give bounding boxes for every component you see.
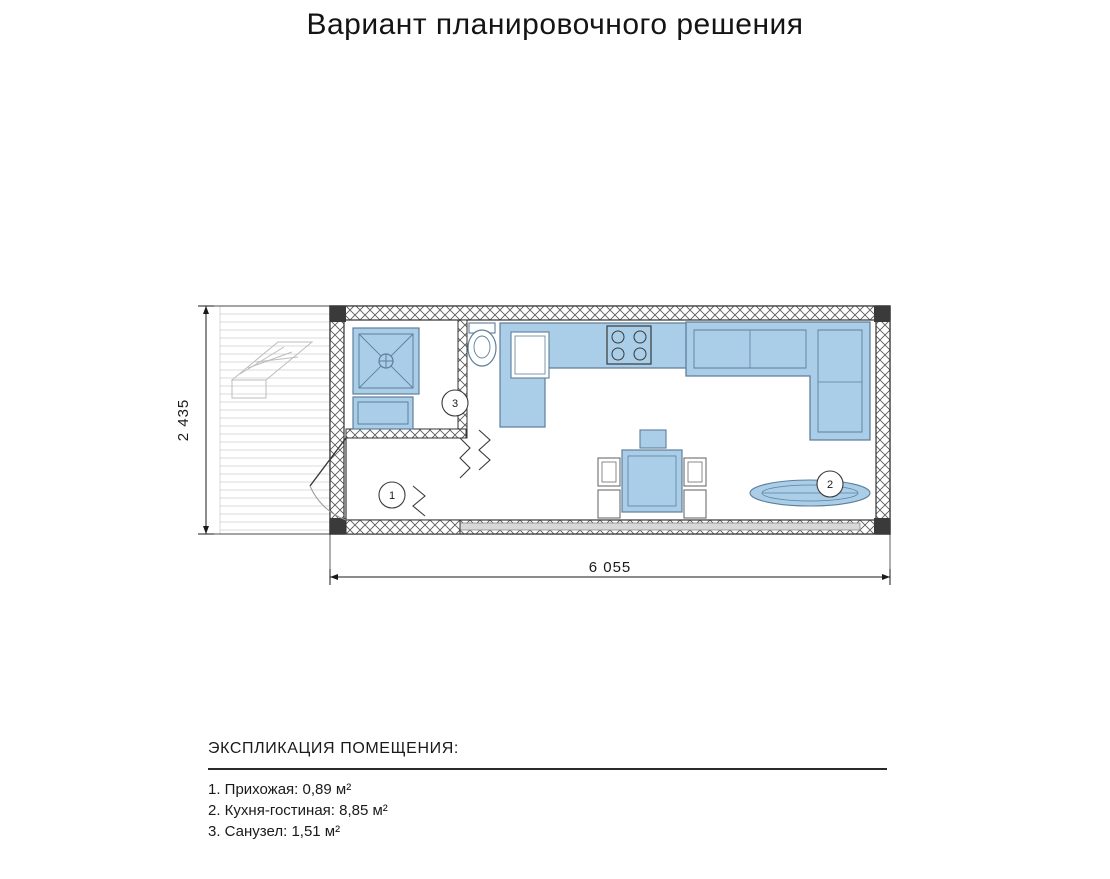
dimension-width-label: 6 055 [588, 559, 632, 576]
dimension-height-label: 2 435 [175, 398, 192, 442]
dining-table-icon [622, 450, 682, 512]
room-marker-1-label: 1 [388, 490, 396, 502]
list-item: 1. Прихожая: 0,89 м² [208, 781, 352, 798]
list-item: 2. Кухня-гостиная: 8,85 м² [208, 802, 388, 819]
list-item: 3. Санузел: 1,51 м² [208, 823, 341, 840]
legend-title: ЭКСПЛИКАЦИЯ ПОМЕЩЕНИЯ: [208, 740, 459, 757]
floor-plan [170, 290, 930, 620]
room-marker-1 [379, 482, 405, 508]
room-marker-3 [442, 390, 468, 416]
legend [208, 740, 888, 842]
shower-icon [353, 328, 419, 394]
toilet-icon [468, 323, 496, 366]
terrace-decking-icon [220, 306, 330, 534]
floor-plan-svg [170, 290, 930, 620]
room-marker-2 [817, 471, 843, 497]
page-title: Вариант планировочного решения [306, 8, 804, 41]
legend-divider [208, 768, 887, 770]
stove-icon [607, 326, 651, 364]
sink-icon [353, 397, 413, 429]
room-marker-3-label: 3 [451, 398, 459, 410]
round-rug-icon [750, 480, 870, 506]
room-marker-2-label: 2 [826, 479, 834, 491]
